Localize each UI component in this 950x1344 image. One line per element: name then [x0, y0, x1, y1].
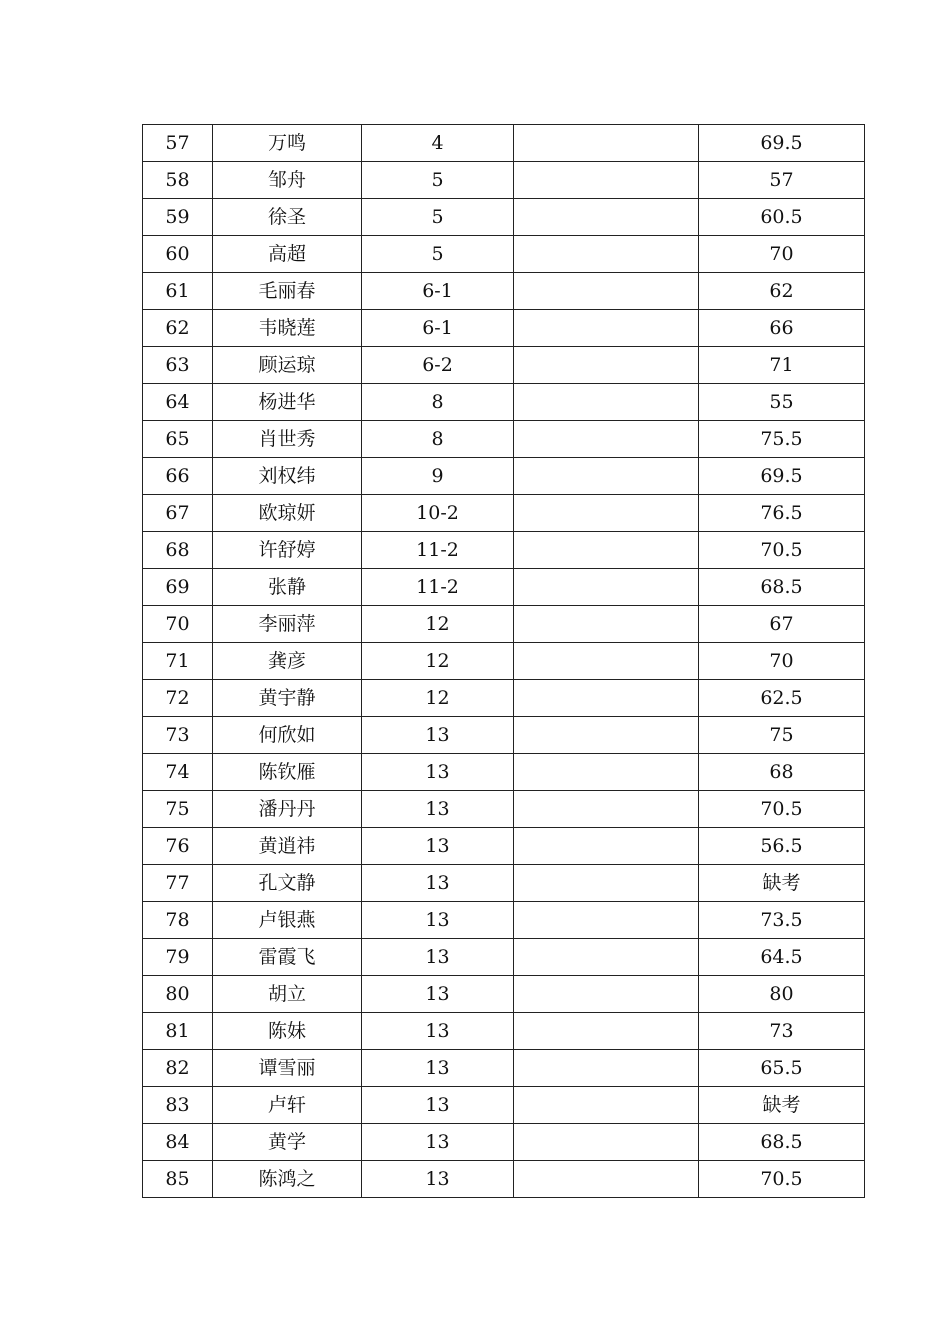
table-row [143, 865, 865, 902]
table-row [143, 1087, 865, 1124]
row-number-cell: 57 [143, 125, 213, 162]
group-cell: 13 [362, 1050, 514, 1087]
row-number-cell: 65 [143, 421, 213, 458]
table-row [143, 643, 865, 680]
score-cell: 62.5 [699, 680, 865, 717]
group-cell: 5 [362, 162, 514, 199]
score-cell: 75 [699, 717, 865, 754]
group-cell: 13 [362, 717, 514, 754]
table-row [143, 125, 865, 162]
note-cell [514, 532, 699, 569]
row-number-cell: 75 [143, 791, 213, 828]
score-cell: 67 [699, 606, 865, 643]
table-row [143, 273, 865, 310]
note-cell [514, 643, 699, 680]
row-number-cell: 76 [143, 828, 213, 865]
note-cell [514, 939, 699, 976]
row-number-cell: 81 [143, 1013, 213, 1050]
score-cell: 69.5 [699, 458, 865, 495]
group-cell: 12 [362, 680, 514, 717]
name-cell: 孔文静 [213, 865, 362, 902]
name-cell: 陈鸿之 [213, 1161, 362, 1198]
note-cell [514, 199, 699, 236]
score-cell: 70 [699, 236, 865, 273]
group-cell: 6-1 [362, 310, 514, 347]
group-cell: 9 [362, 458, 514, 495]
note-cell [514, 273, 699, 310]
score-cell: 56.5 [699, 828, 865, 865]
group-cell: 6-1 [362, 273, 514, 310]
name-cell: 李丽萍 [213, 606, 362, 643]
name-cell: 欧琼妍 [213, 495, 362, 532]
group-cell: 13 [362, 1124, 514, 1161]
note-cell [514, 384, 699, 421]
group-cell: 13 [362, 1013, 514, 1050]
group-cell: 11-2 [362, 532, 514, 569]
row-number-cell: 83 [143, 1087, 213, 1124]
name-cell: 雷霞飞 [213, 939, 362, 976]
row-number-cell: 74 [143, 754, 213, 791]
group-cell: 13 [362, 939, 514, 976]
group-cell: 8 [362, 421, 514, 458]
row-number-cell: 68 [143, 532, 213, 569]
score-cell: 62 [699, 273, 865, 310]
table-row [143, 717, 865, 754]
score-cell: 57 [699, 162, 865, 199]
group-cell: 10-2 [362, 495, 514, 532]
table-row [143, 828, 865, 865]
group-cell: 13 [362, 791, 514, 828]
name-cell: 卢轩 [213, 1087, 362, 1124]
table-row [143, 384, 865, 421]
score-cell: 缺考 [699, 865, 865, 902]
row-number-cell: 69 [143, 569, 213, 606]
table-row [143, 976, 865, 1013]
name-cell: 顾运琼 [213, 347, 362, 384]
name-cell: 徐圣 [213, 199, 362, 236]
table-row [143, 162, 865, 199]
table-row [143, 310, 865, 347]
note-cell [514, 717, 699, 754]
row-number-cell: 77 [143, 865, 213, 902]
group-cell: 13 [362, 754, 514, 791]
score-table [142, 124, 865, 1198]
note-cell [514, 680, 699, 717]
note-cell [514, 1087, 699, 1124]
score-cell: 69.5 [699, 125, 865, 162]
name-cell: 肖世秀 [213, 421, 362, 458]
name-cell: 邹舟 [213, 162, 362, 199]
row-number-cell: 82 [143, 1050, 213, 1087]
name-cell: 杨进华 [213, 384, 362, 421]
group-cell: 13 [362, 976, 514, 1013]
note-cell [514, 236, 699, 273]
score-cell: 70.5 [699, 532, 865, 569]
note-cell [514, 902, 699, 939]
table-row [143, 495, 865, 532]
name-cell: 韦晓莲 [213, 310, 362, 347]
note-cell [514, 754, 699, 791]
note-cell [514, 310, 699, 347]
note-cell [514, 828, 699, 865]
table-row [143, 532, 865, 569]
row-number-cell: 64 [143, 384, 213, 421]
note-cell [514, 125, 699, 162]
row-number-cell: 59 [143, 199, 213, 236]
name-cell: 谭雪丽 [213, 1050, 362, 1087]
table-row [143, 1013, 865, 1050]
score-cell: 68.5 [699, 1124, 865, 1161]
note-cell [514, 1050, 699, 1087]
name-cell: 潘丹丹 [213, 791, 362, 828]
table-row [143, 458, 865, 495]
table-row [143, 680, 865, 717]
name-cell: 黄逍祎 [213, 828, 362, 865]
score-cell: 75.5 [699, 421, 865, 458]
score-cell: 68.5 [699, 569, 865, 606]
row-number-cell: 72 [143, 680, 213, 717]
name-cell: 黄宇静 [213, 680, 362, 717]
table-row [143, 791, 865, 828]
score-cell: 70 [699, 643, 865, 680]
score-cell: 66 [699, 310, 865, 347]
score-cell: 80 [699, 976, 865, 1013]
group-cell: 13 [362, 828, 514, 865]
table-row [143, 1124, 865, 1161]
row-number-cell: 67 [143, 495, 213, 532]
name-cell: 何欣如 [213, 717, 362, 754]
group-cell: 6-2 [362, 347, 514, 384]
row-number-cell: 63 [143, 347, 213, 384]
name-cell: 陈妹 [213, 1013, 362, 1050]
score-cell: 71 [699, 347, 865, 384]
name-cell: 卢银燕 [213, 902, 362, 939]
table-row [143, 902, 865, 939]
group-cell: 13 [362, 902, 514, 939]
row-number-cell: 58 [143, 162, 213, 199]
score-cell: 68 [699, 754, 865, 791]
name-cell: 陈钦雁 [213, 754, 362, 791]
score-cell: 60.5 [699, 199, 865, 236]
note-cell [514, 421, 699, 458]
name-cell: 万鸣 [213, 125, 362, 162]
table-row [143, 939, 865, 976]
table-row [143, 1161, 865, 1198]
note-cell [514, 1124, 699, 1161]
table-row [143, 754, 865, 791]
name-cell: 刘权纬 [213, 458, 362, 495]
group-cell: 13 [362, 865, 514, 902]
group-cell: 5 [362, 236, 514, 273]
table-row [143, 347, 865, 384]
note-cell [514, 1013, 699, 1050]
name-cell: 高超 [213, 236, 362, 273]
score-cell: 70.5 [699, 1161, 865, 1198]
name-cell: 黄学 [213, 1124, 362, 1161]
group-cell: 12 [362, 643, 514, 680]
note-cell [514, 458, 699, 495]
name-cell: 龚彦 [213, 643, 362, 680]
row-number-cell: 70 [143, 606, 213, 643]
row-number-cell: 60 [143, 236, 213, 273]
table-row [143, 1050, 865, 1087]
note-cell [514, 495, 699, 532]
score-cell: 55 [699, 384, 865, 421]
row-number-cell: 61 [143, 273, 213, 310]
name-cell: 毛丽春 [213, 273, 362, 310]
group-cell: 4 [362, 125, 514, 162]
table-row [143, 421, 865, 458]
score-cell: 73 [699, 1013, 865, 1050]
row-number-cell: 80 [143, 976, 213, 1013]
name-cell: 张静 [213, 569, 362, 606]
note-cell [514, 1161, 699, 1198]
score-cell: 65.5 [699, 1050, 865, 1087]
table-row [143, 236, 865, 273]
group-cell: 8 [362, 384, 514, 421]
group-cell: 5 [362, 199, 514, 236]
row-number-cell: 71 [143, 643, 213, 680]
score-cell: 73.5 [699, 902, 865, 939]
row-number-cell: 85 [143, 1161, 213, 1198]
note-cell [514, 347, 699, 384]
row-number-cell: 73 [143, 717, 213, 754]
group-cell: 12 [362, 606, 514, 643]
score-cell: 64.5 [699, 939, 865, 976]
score-cell: 缺考 [699, 1087, 865, 1124]
group-cell: 13 [362, 1087, 514, 1124]
row-number-cell: 62 [143, 310, 213, 347]
table-row [143, 199, 865, 236]
row-number-cell: 78 [143, 902, 213, 939]
note-cell [514, 865, 699, 902]
row-number-cell: 79 [143, 939, 213, 976]
note-cell [514, 606, 699, 643]
table-row [143, 606, 865, 643]
group-cell: 13 [362, 1161, 514, 1198]
note-cell [514, 162, 699, 199]
score-cell: 76.5 [699, 495, 865, 532]
note-cell [514, 569, 699, 606]
note-cell [514, 976, 699, 1013]
name-cell: 许舒婷 [213, 532, 362, 569]
row-number-cell: 66 [143, 458, 213, 495]
group-cell: 11-2 [362, 569, 514, 606]
row-number-cell: 84 [143, 1124, 213, 1161]
note-cell [514, 791, 699, 828]
score-table-body [143, 125, 865, 1198]
table-row [143, 569, 865, 606]
score-cell: 70.5 [699, 791, 865, 828]
name-cell: 胡立 [213, 976, 362, 1013]
